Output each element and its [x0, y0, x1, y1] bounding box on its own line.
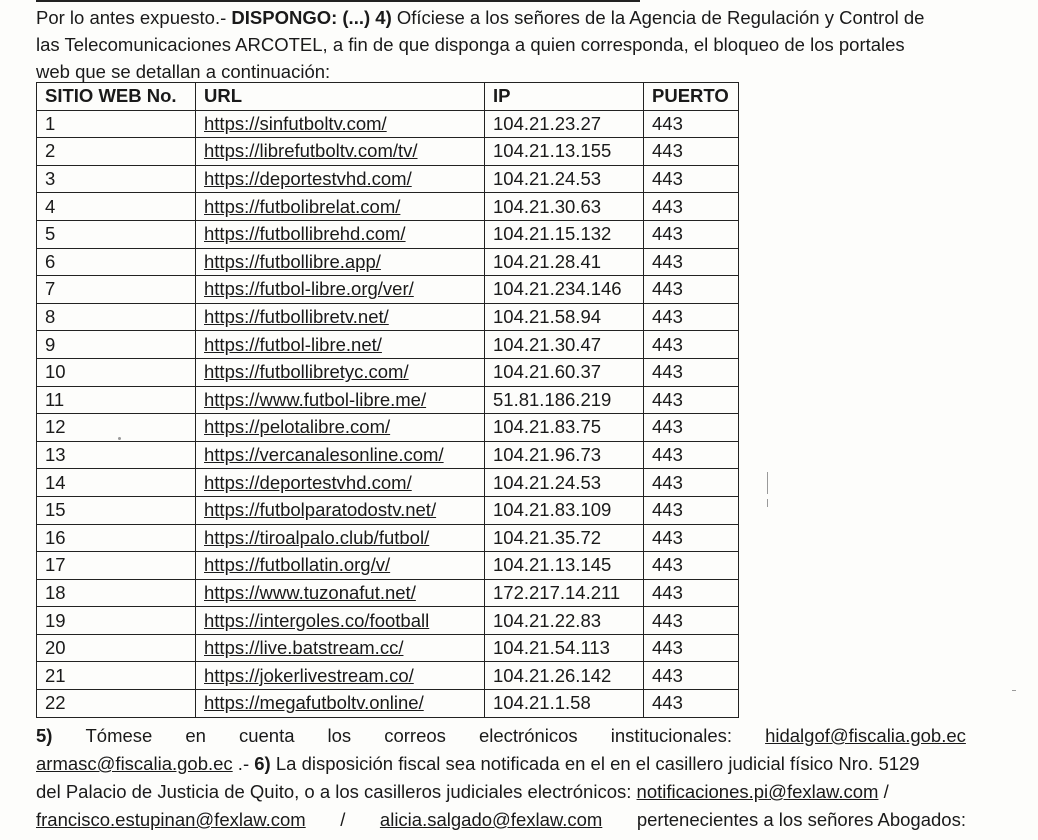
footer-line-3 [36, 778, 966, 806]
port-cell: 443 [644, 331, 739, 359]
port-cell: 443 [644, 248, 739, 276]
site-number-cell: 4 [37, 193, 196, 221]
port-cell: 443 [644, 690, 739, 718]
port-cell: 443 [644, 441, 739, 469]
url-cell [196, 524, 485, 552]
port-cell: 443 [644, 220, 739, 248]
ip-cell: 104.21.24.53 [485, 469, 644, 497]
site-number-cell: 13 [37, 441, 196, 469]
header-url: URL [196, 83, 485, 111]
ip-cell: 104.21.83.75 [485, 414, 644, 442]
port-cell: 443 [644, 358, 739, 386]
url-cell [196, 331, 485, 359]
site-number-cell: 14 [37, 469, 196, 497]
url-link[interactable]: https://futbollibretv.net/ [204, 306, 389, 328]
header-port: PUERTO [644, 83, 739, 111]
url-link[interactable]: https://jokerlivestream.co/ [204, 664, 414, 686]
table-row [37, 303, 739, 331]
item-6-number: 6) [254, 753, 271, 774]
site-number-cell: 5 [37, 220, 196, 248]
url-cell [196, 690, 485, 718]
table-row [37, 469, 739, 497]
table-row [37, 496, 739, 524]
url-link[interactable]: https://futbol-libre.org/ver/ [204, 278, 414, 300]
ip-cell: 104.21.234.146 [485, 276, 644, 304]
site-number-cell: 16 [37, 524, 196, 552]
table-row [37, 441, 739, 469]
ip-cell: 104.21.13.145 [485, 552, 644, 580]
url-cell [196, 441, 485, 469]
ip-cell: 104.21.1.58 [485, 690, 644, 718]
item-5-word: en [185, 725, 206, 746]
url-link[interactable]: https://vercanalesonline.com/ [204, 444, 444, 466]
url-cell [196, 138, 485, 166]
url-cell [196, 552, 485, 580]
url-link[interactable]: https://deportestvhd.com/ [204, 168, 412, 190]
site-number-cell: 15 [37, 496, 196, 524]
port-cell: 443 [644, 552, 739, 580]
footer-paragraph [36, 722, 966, 834]
intro-prefix: Por lo antes expuesto.- [36, 7, 232, 28]
port-cell: 443 [644, 496, 739, 524]
url-link[interactable]: https://live.batstream.cc/ [204, 637, 404, 659]
url-link[interactable]: https://megafutboltv.online/ [204, 692, 424, 714]
intro-line1-rest: Ofíciese a los señores de la Agencia de Regulación y Control de [391, 7, 925, 28]
casilleros-text: del Palacio de Justicia de Quito, o a los casilleros judiciales electrónicos: [36, 781, 637, 802]
site-number-cell: 3 [37, 165, 196, 193]
site-number-cell: 12 [37, 414, 196, 442]
site-number-cell: 18 [37, 579, 196, 607]
ip-cell: 104.21.23.27 [485, 110, 644, 138]
email-link-armasc[interactable]: armasc@fiscalia.gob.ec [36, 753, 233, 774]
url-link[interactable]: https://futbol-libre.net/ [204, 333, 382, 355]
port-cell: 443 [644, 193, 739, 221]
email-link-notificaciones[interactable]: notificaciones.pi@fexlaw.com [636, 781, 879, 802]
ip-cell: 104.21.35.72 [485, 524, 644, 552]
slash-separator: / [340, 809, 346, 830]
site-number-cell: 20 [37, 634, 196, 662]
url-link[interactable]: https://intergoles.co/football [204, 609, 430, 631]
site-number-cell: 21 [37, 662, 196, 690]
table-row [37, 579, 739, 607]
table-row [37, 138, 739, 166]
intro-paragraph [36, 4, 976, 85]
url-cell [196, 469, 485, 497]
site-number-cell: 7 [37, 276, 196, 304]
url-cell [196, 165, 485, 193]
url-cell [196, 579, 485, 607]
url-link[interactable]: https://futbollatin.org/v/ [204, 554, 391, 576]
ip-cell: 104.21.22.83 [485, 607, 644, 635]
footer-line-1 [36, 722, 966, 750]
header-ip: IP [485, 83, 644, 111]
url-link[interactable]: https://futbollibre.app/ [204, 250, 381, 272]
separator: .- [232, 753, 255, 774]
url-cell [196, 386, 485, 414]
ip-cell: 104.21.13.155 [485, 138, 644, 166]
ip-cell: 104.21.30.47 [485, 331, 644, 359]
ip-cell: 104.21.96.73 [485, 441, 644, 469]
slash-separator: / [878, 781, 889, 802]
table-body [37, 110, 739, 717]
table-row [37, 165, 739, 193]
item-5-number: 5) [36, 725, 53, 746]
ip-cell: 104.21.60.37 [485, 358, 644, 386]
table-row [37, 358, 739, 386]
port-cell: 443 [644, 634, 739, 662]
ip-cell: 172.217.14.211 [485, 579, 644, 607]
table-header-row [37, 83, 739, 111]
url-cell [196, 358, 485, 386]
url-cell [196, 110, 485, 138]
table-row [37, 248, 739, 276]
url-cell [196, 220, 485, 248]
port-cell: 443 [644, 414, 739, 442]
port-cell: 443 [644, 469, 739, 497]
url-cell [196, 276, 485, 304]
top-rule [36, 0, 640, 2]
site-number-cell: 1 [37, 110, 196, 138]
table-row [37, 690, 739, 718]
header-site-no: SITIO WEB No. [37, 83, 196, 111]
dispongo-heading: DISPONGO: (...) 4) [231, 7, 392, 28]
table-row [37, 414, 739, 442]
url-cell [196, 303, 485, 331]
item-6-text: La disposición fiscal sea notificada en el en el casillero judicial físico Nro. 5129 [270, 753, 920, 774]
table-row [37, 331, 739, 359]
site-number-cell: 19 [37, 607, 196, 635]
ip-cell: 104.21.58.94 [485, 303, 644, 331]
websites-table [36, 82, 739, 718]
url-link[interactable]: https://librefutboltv.com/tv/ [204, 140, 418, 162]
url-cell [196, 662, 485, 690]
site-number-cell: 6 [37, 248, 196, 276]
port-cell: 443 [644, 276, 739, 304]
table-row [37, 552, 739, 580]
ip-cell: 104.21.24.53 [485, 165, 644, 193]
site-number-cell: 2 [37, 138, 196, 166]
table-row [37, 193, 739, 221]
url-link[interactable]: https://www.tuzonafut.net/ [204, 581, 416, 603]
scan-speck [118, 437, 121, 440]
port-cell: 443 [644, 662, 739, 690]
table-row [37, 662, 739, 690]
url-cell [196, 193, 485, 221]
scan-mark [767, 499, 768, 507]
item-5-word: Tómese [85, 725, 153, 746]
port-cell: 443 [644, 607, 739, 635]
scan-mark [1012, 690, 1016, 691]
ip-cell: 104.21.28.41 [485, 248, 644, 276]
email-link-alicia[interactable]: alicia.salgado@fexlaw.com [379, 809, 603, 830]
url-link[interactable]: https://futbollibrehd.com/ [204, 223, 406, 245]
site-number-cell: 10 [37, 358, 196, 386]
item-5-word: institucionales: [610, 725, 733, 746]
item-5-word: electrónicos [478, 725, 578, 746]
url-cell [196, 496, 485, 524]
footer-line-4 [36, 806, 966, 834]
port-cell: 443 [644, 110, 739, 138]
url-link[interactable]: https://pelotalibre.com/ [204, 416, 391, 438]
url-link[interactable]: https://sinfutboltv.com/ [204, 112, 387, 134]
port-cell: 443 [644, 165, 739, 193]
port-cell: 443 [644, 138, 739, 166]
ip-cell: 104.21.30.63 [485, 193, 644, 221]
table-row [37, 276, 739, 304]
url-link[interactable]: https://futbolibrelat.com/ [204, 195, 401, 217]
ip-cell: 51.81.186.219 [485, 386, 644, 414]
ip-cell: 104.21.15.132 [485, 220, 644, 248]
port-cell: 443 [644, 579, 739, 607]
port-cell: 443 [644, 524, 739, 552]
email-link-francisco[interactable]: francisco.estupinan@fexlaw.com [36, 809, 306, 830]
email-link-hidalgof[interactable]: hidalgof@fiscalia.gob.ec [765, 725, 966, 746]
url-cell [196, 634, 485, 662]
intro-line3: web que se detallan a continuación: [36, 61, 331, 82]
url-link[interactable]: https://tiroalpalo.club/futbol/ [204, 526, 430, 548]
table-row [37, 607, 739, 635]
ip-cell: 104.21.26.142 [485, 662, 644, 690]
item-5-word: correos [384, 725, 446, 746]
intro-line1 [36, 7, 924, 28]
url-link[interactable]: https://futbolparatodostv.net/ [204, 499, 437, 521]
url-link[interactable]: https://futbollibretyc.com/ [204, 361, 409, 383]
url-link[interactable]: https://www.futbol-libre.me/ [204, 388, 427, 410]
url-cell [196, 607, 485, 635]
item-5-word: los [327, 725, 352, 746]
footer-line-2 [36, 750, 966, 778]
site-number-cell: 9 [37, 331, 196, 359]
site-number-cell: 11 [37, 386, 196, 414]
ip-cell: 104.21.54.113 [485, 634, 644, 662]
table-row [37, 524, 739, 552]
scan-mark [767, 472, 768, 494]
table-row [37, 634, 739, 662]
table-row [37, 386, 739, 414]
site-number-cell: 8 [37, 303, 196, 331]
abogados-text: pertenecientes a los señores Abogados: [636, 809, 966, 830]
port-cell: 443 [644, 386, 739, 414]
port-cell: 443 [644, 303, 739, 331]
url-link[interactable]: https://deportestvhd.com/ [204, 471, 412, 493]
table-row [37, 220, 739, 248]
url-cell [196, 248, 485, 276]
site-number-cell: 17 [37, 552, 196, 580]
item-5-word: cuenta [238, 725, 295, 746]
intro-line2: las Telecomunicaciones ARCOTEL, a fin de que disponga a quien corresponda, el bloqueo de los portales [36, 34, 905, 55]
table-row [37, 110, 739, 138]
site-number-cell: 22 [37, 690, 196, 718]
url-cell [196, 414, 485, 442]
ip-cell: 104.21.83.109 [485, 496, 644, 524]
